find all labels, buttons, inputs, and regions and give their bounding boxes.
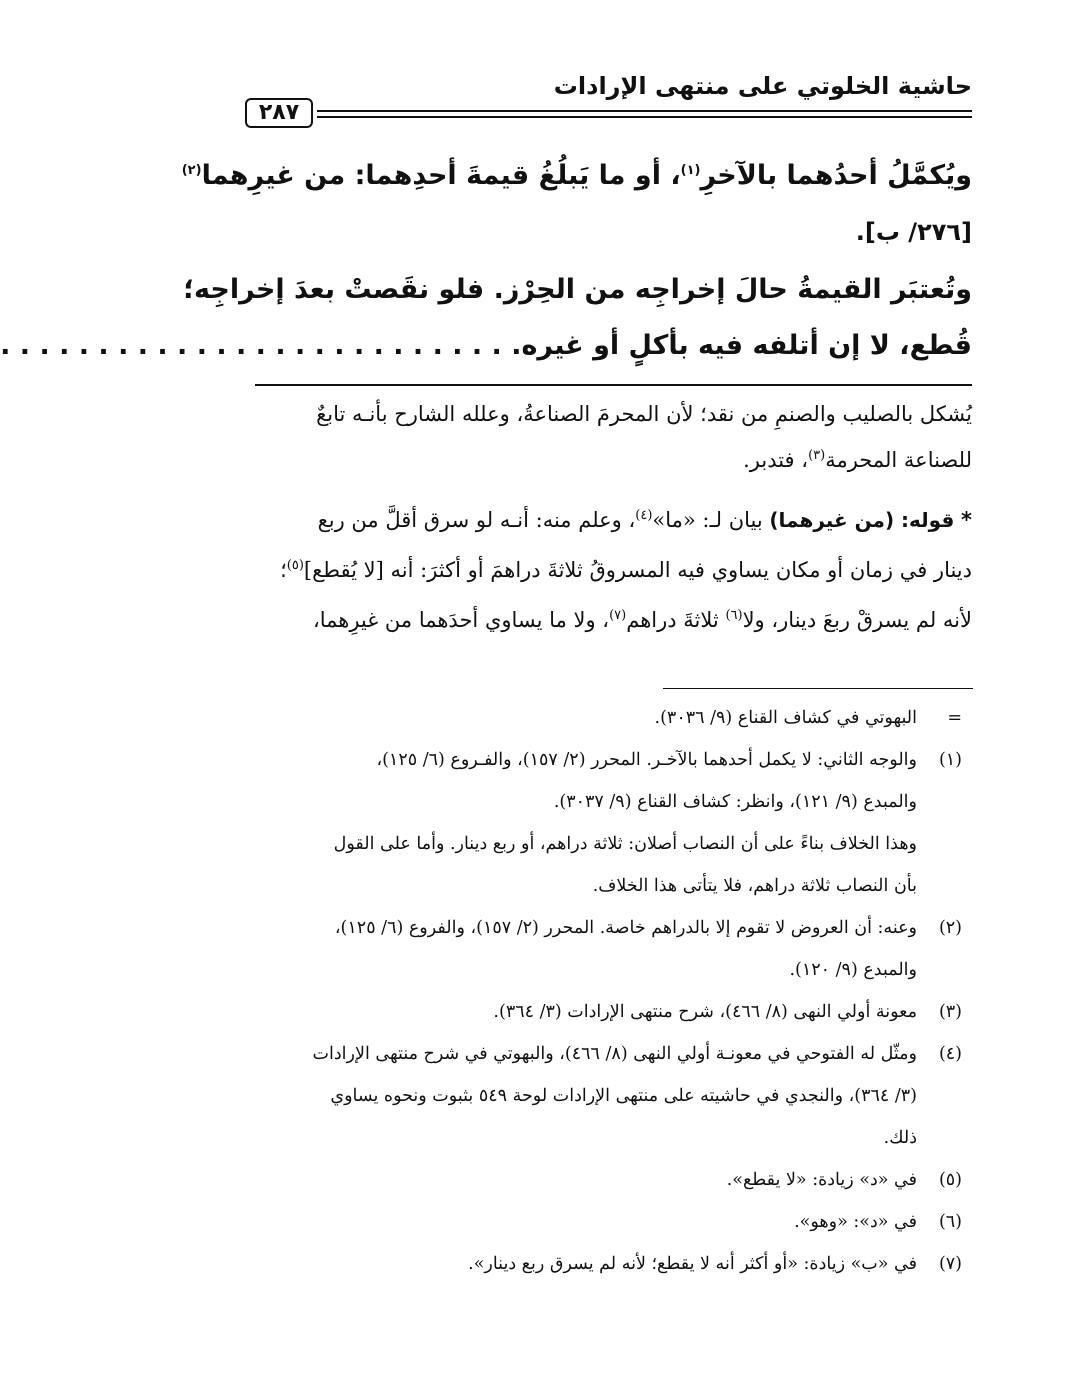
footnote-line: ذلك. — [883, 1128, 917, 1148]
footnote-marker-3: (٣) — [938, 1002, 962, 1022]
footnote-line: وهذا الخلاف بناءً على أن النصاب أصلان: ثلاثة دراهم، أو ربع دينار. وأما على القول — [333, 834, 917, 854]
running-head: حاشية الخلوتي على منتهى الإرادات — [553, 72, 972, 100]
footnote-marker-6: (٦) — [938, 1212, 962, 1232]
main-text-segment: قُطع، لا إن أتلفه فيه بأكلٍ أو غيره. — [511, 330, 972, 361]
footnote-ref[interactable]: (٣) — [808, 448, 826, 463]
commentary-segment: ، ولا ما يساوي أحدَهما من غيرِهما، — [312, 608, 610, 632]
commentary-segment: دينار في زمان أو مكان يساوي فيه المسروقُ ثلاثةَ دراهمَ أو أكثرَ: أنه [لا يُقطع] — [303, 558, 972, 582]
footnote-divider — [663, 688, 973, 689]
commentary-segment: ثلاثةَ دراهم — [626, 608, 726, 632]
footnote-line: والوجه الثاني: لا يكمل أحدهما بالآخـر. المحرر (٢/ ١٥٧)، والفـروع (٦/ ١٢٥)، — [376, 750, 917, 770]
footnote-ref[interactable]: (٢) — [181, 163, 202, 178]
footnote-line: وعنه: أن العروض لا تقوم إلا بالدراهم خاصة. المحرر (٢/ ١٥٧)، والفروع (٦/ ١٢٥)، — [334, 918, 917, 938]
page-number: ٢٨٧ — [245, 98, 313, 128]
main-text-line-4 — [0, 330, 972, 361]
header-rule-bottom — [317, 116, 972, 118]
commentary-segment: ، فتدبر. — [743, 448, 809, 472]
footnote-marker-1: (١) — [938, 750, 962, 770]
footnote-line: والمبدع (٩/ ١٢١)، وانظر: كشاف القناع (٩/ ٣٠٣٧). — [553, 792, 917, 812]
commentary-line-3 — [318, 508, 972, 532]
star-marker: * — [961, 508, 972, 532]
commentary-line-2 — [743, 448, 972, 472]
main-text-line-2: [٢٧٦/ ب]. — [855, 218, 972, 246]
commentary-segment: للصناعة المحرمة — [825, 448, 972, 472]
text-commentary-divider — [255, 384, 972, 386]
dot-leader: . . . . . . . . . . . . . . . . . . . . . . . . . . — [0, 330, 502, 361]
commentary-segment: لأنه لم يسرقْ ربعَ دينار، ولا — [742, 608, 972, 632]
footnote-ref[interactable]: (٥) — [286, 558, 304, 573]
commentary-segment: بيان لـ: «ما» — [652, 508, 770, 532]
footnote-line: (٣/ ٣٦٤)، والنجدي في حاشيته على منتهى الإرادات لوحة ٥٤٩ بثبوت ونحوه يساوي — [330, 1086, 917, 1106]
main-text-line-3: وتُعتبَر القيمةُ حالَ إخراجِه من الحِرْز. فلو نقَصتْ بعدَ إخراجِه؛ — [183, 274, 972, 305]
header-rule-top — [317, 110, 972, 112]
footnote-line: البهوتي في كشاف القناع (٩/ ٣٠٣٦). — [654, 708, 917, 728]
footnote-marker-2: (٢) — [938, 918, 962, 938]
footnote-line: في «د» زيادة: «لا يقطع». — [726, 1170, 917, 1190]
commentary-line-1: يُشكل بالصليب والصنمِ من نقد؛ لأن المحرمَ الصناعةُ، وعلله الشارح بأنـه تابعٌ — [316, 402, 972, 426]
footnote-marker-5: (٥) — [938, 1170, 962, 1190]
footnote-marker-7: (٧) — [938, 1254, 962, 1274]
commentary-line-5 — [313, 608, 972, 632]
main-text-segment: ، أو ما يَبلُغُ قيمةَ أحدِهما: من غيرِهما — [201, 160, 681, 191]
lemma-heading: قوله: (من غيرهما) — [769, 508, 955, 532]
footnote-line: بأن النصاب ثلاثة دراهم، فلا يتأتى هذا الخلاف. — [592, 876, 917, 896]
commentary-line-4 — [280, 558, 972, 582]
commentary-segment: ، وعلم منه: أنـه لو سرق أقلَّ من ربع — [317, 508, 636, 532]
footnote-ref[interactable]: (٧) — [609, 608, 627, 623]
footnote-line: ومثّل له الفتوحي في معونـة أولي النهى (٨/ ٤٦٦)، والبهوتي في شرح منتهى الإرادات — [312, 1044, 917, 1064]
footnote-ref[interactable]: (٤) — [635, 508, 653, 523]
main-text-segment: ويُكمَّلُ أحدُهما بالآخرِ — [700, 160, 972, 191]
footnote-line: في «ب» زيادة: «أو أكثر أنه لا يقطع؛ لأنه لم يسرق ربع دينار». — [468, 1254, 917, 1274]
footnote-ref[interactable]: (٦) — [725, 608, 743, 623]
footnote-line: والمبدع (٩/ ١٢٠). — [789, 960, 917, 980]
footnote-marker-4: (٤) — [938, 1044, 962, 1064]
footnote-line: معونة أولي النهى (٨/ ٤٦٦)، شرح منتهى الإرادات (٣/ ٣٦٤). — [493, 1002, 917, 1022]
commentary-segment: ؛ — [280, 558, 287, 582]
footnote-line: في «د»: «وهو». — [794, 1212, 917, 1232]
footnote-continued-marker: = — [947, 708, 962, 728]
main-text-line-1 — [182, 160, 972, 191]
footnote-ref[interactable]: (١) — [680, 163, 701, 178]
